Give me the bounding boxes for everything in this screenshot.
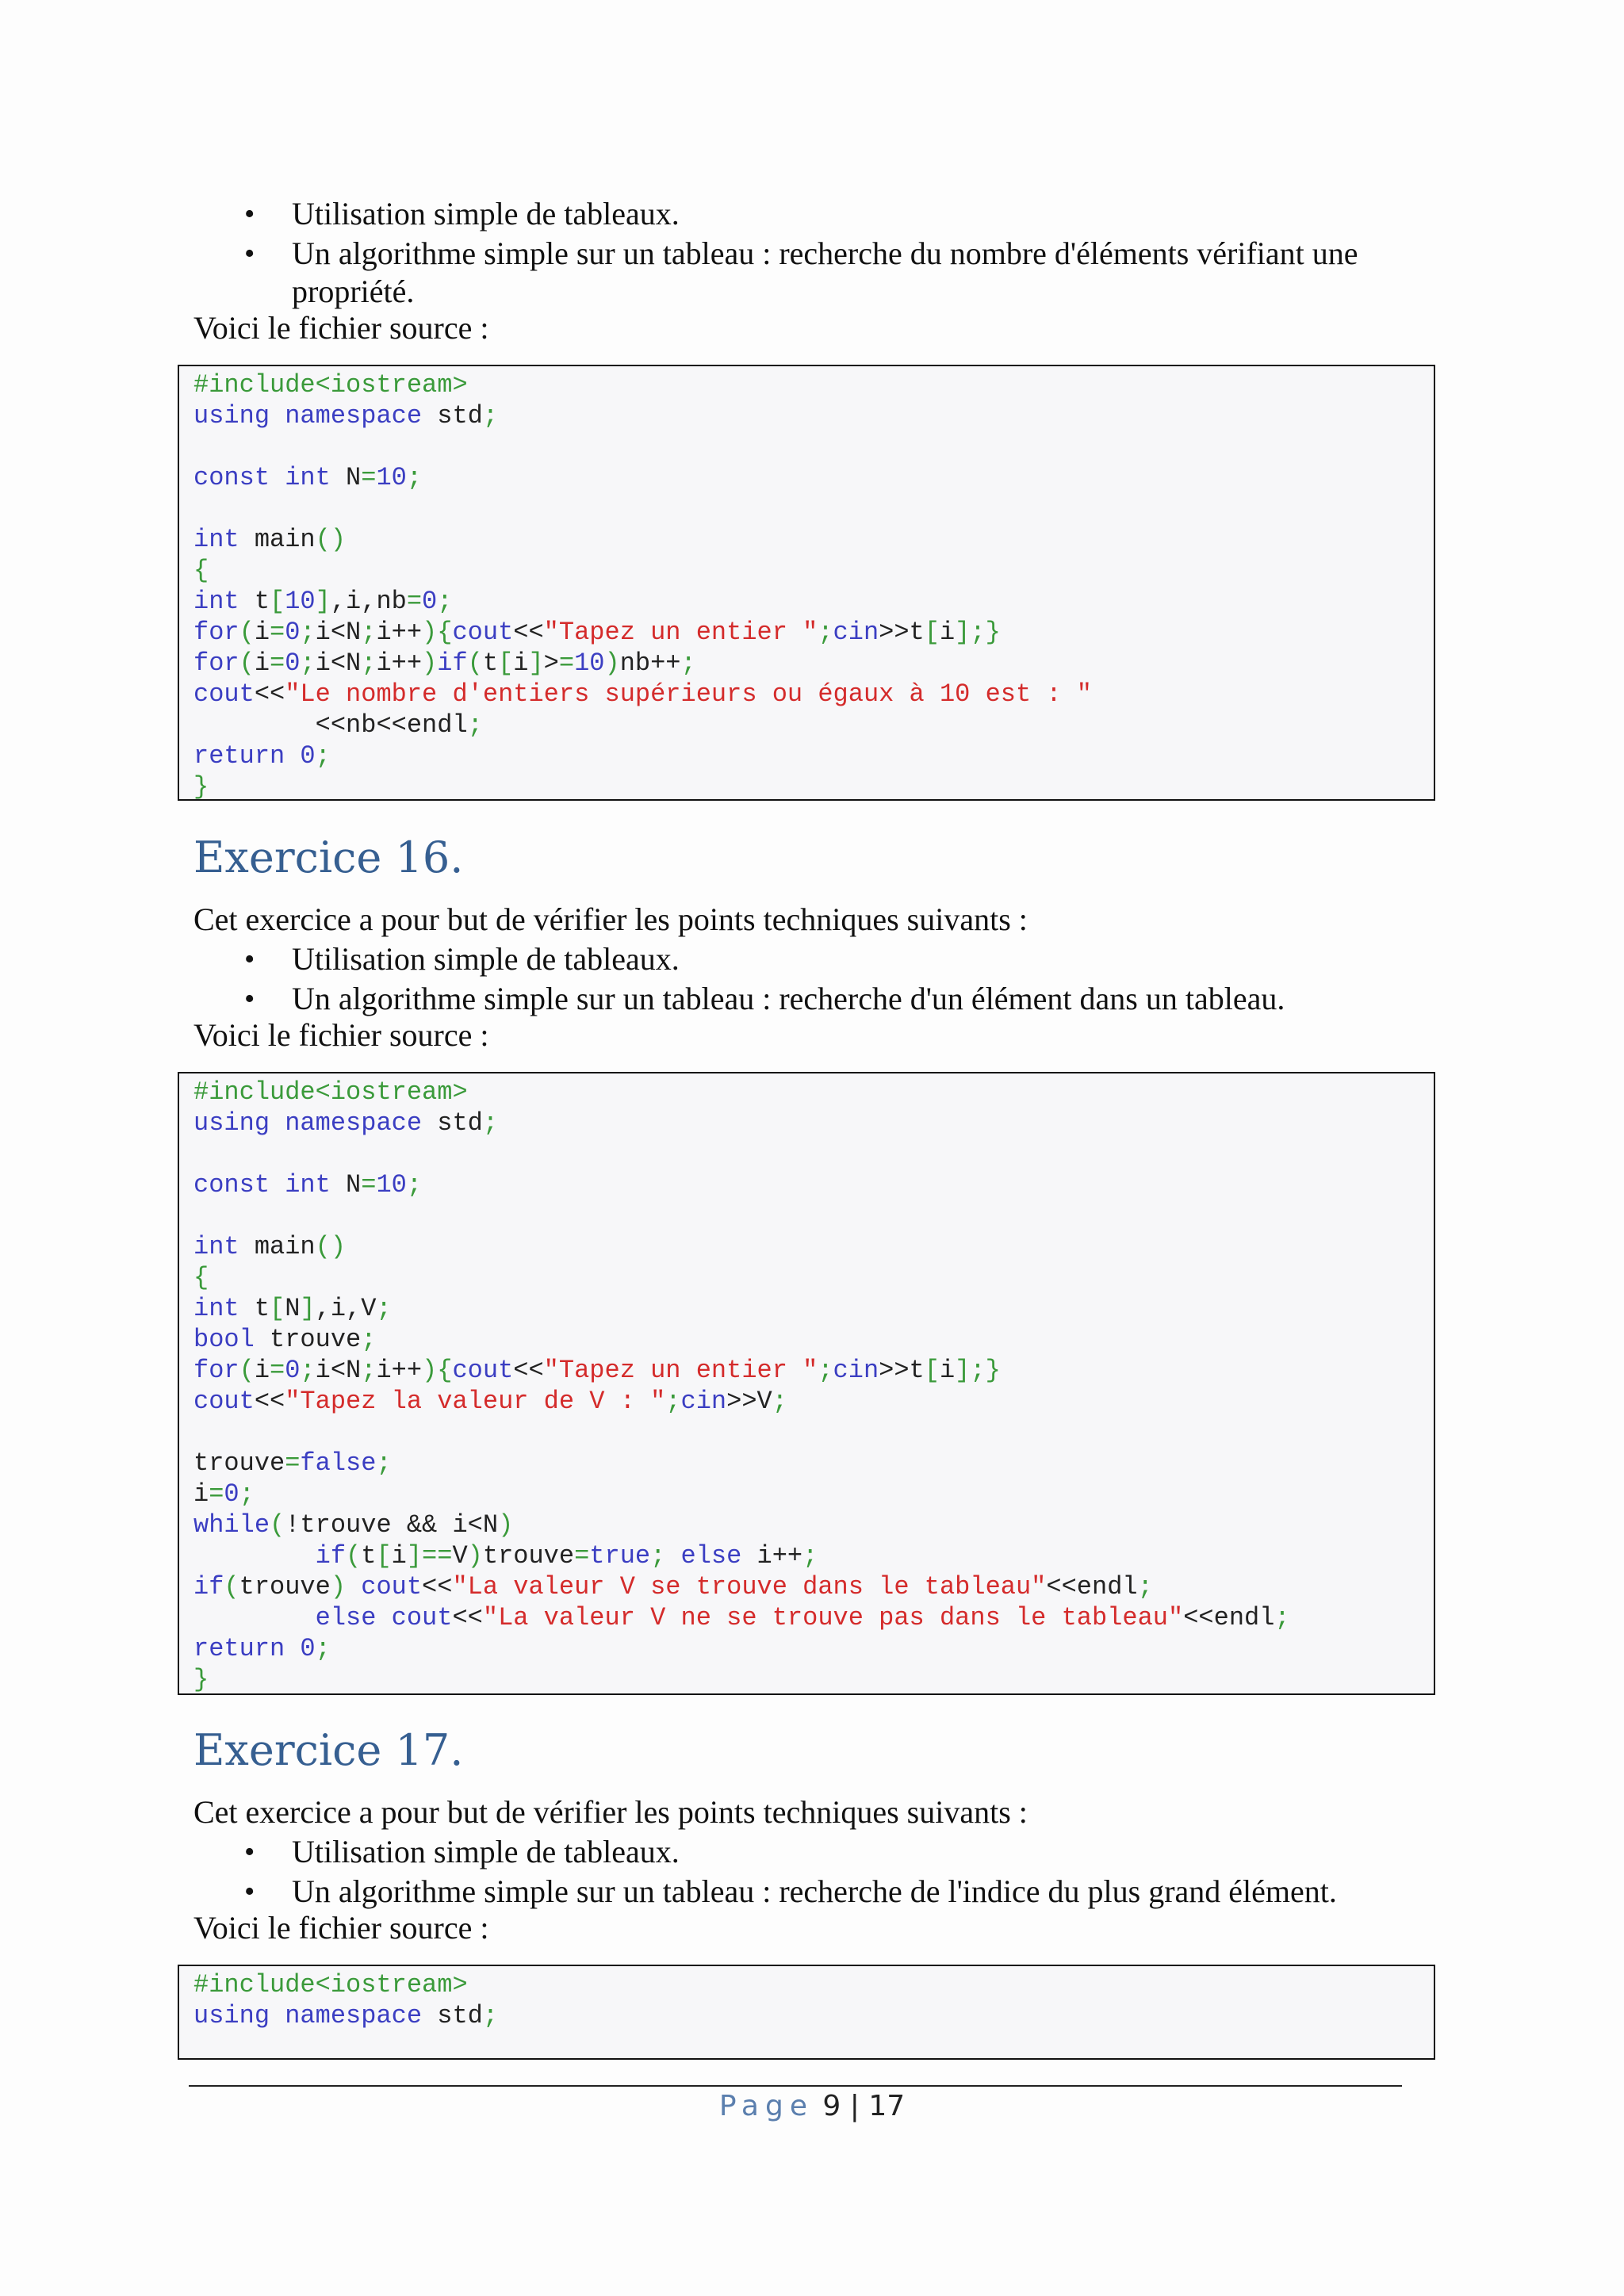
code-listing-1: #include<iostream> using namespace std; const int N=10; int main() { int t[10],i,nb=0; for(i=0;i<N;i++){cout<<"Tapez un entier ";cin>>t[i];} for(i=0;i<N;i++)if(t[i]>=10)nb++; cout<<"Le nombre d'entiers supérieurs ou égaux à 10 est : " <<nb<<endl; return 0; } — [193, 370, 1092, 802]
footer-divider — [189, 2085, 1402, 2087]
bullet-item: • Un algorithme simple sur un tableau : recherche de l'indice du plus grand élément. — [195, 1873, 1418, 1911]
exercise-17-bullet-list — [0, 1833, 1624, 1911]
page-separator: | — [849, 2090, 860, 2122]
exercise-16-intro: Cet exercice a pour but de vérifier les points techniques suivants : — [193, 901, 1028, 937]
page-total: 17 — [868, 2090, 906, 2122]
code-block-3 — [178, 1965, 1435, 2060]
bullet-item: • Utilisation simple de tableaux. — [195, 195, 1418, 233]
exercise-16-bullet-list — [0, 940, 1624, 1018]
source-label: Voici le fichier source : — [193, 1017, 489, 1053]
page-number: 9 — [822, 2090, 841, 2122]
exercise-16-title: Exercice 16. — [193, 832, 464, 882]
page-footer — [0, 2090, 1624, 2122]
bullet-item: • Un algorithme simple sur un tableau : recherche d'un élément dans un tableau. — [195, 980, 1418, 1018]
exercise-17-title: Exercice 17. — [193, 1725, 464, 1775]
source-label: Voici le fichier source : — [193, 1910, 489, 1946]
code-listing-3: #include<iostream> using namespace std; — [193, 1970, 499, 2030]
code-block-1 — [178, 365, 1435, 801]
source-label: Voici le fichier source : — [193, 310, 489, 346]
page-word: Page — [718, 2090, 814, 2122]
intro-bullet-list — [0, 195, 1624, 311]
bullet-item: • Utilisation simple de tableaux. — [195, 940, 1418, 978]
exercise-17-intro: Cet exercice a pour but de vérifier les points techniques suivants : — [193, 1794, 1028, 1830]
code-block-2 — [178, 1072, 1435, 1695]
bullet-item: • Un algorithme simple sur un tableau : recherche du nombre d'éléments vérifiant une propriété. — [195, 235, 1418, 311]
code-listing-2: #include<iostream> using namespace std; const int N=10; int main() { int t[N],i,V; bool trouve; for(i=0;i<N;i++){cout<<"Tapez un entier ";cin>>t[i];} cout<<"Tapez la valeur de V : ";cin>>V; trouve=false; i=0; while(!trouve && i<N) if(t[i]==V)trouve=true; else i++; if(trouve) cout<<"La valeur V se trouve dans le tableau"<<endl; else cout<<"La valeur V ne se trouve pas dans le tableau"<<endl; return 0; } — [193, 1077, 1290, 1694]
bullet-item: • Utilisation simple de tableaux. — [195, 1833, 1418, 1871]
